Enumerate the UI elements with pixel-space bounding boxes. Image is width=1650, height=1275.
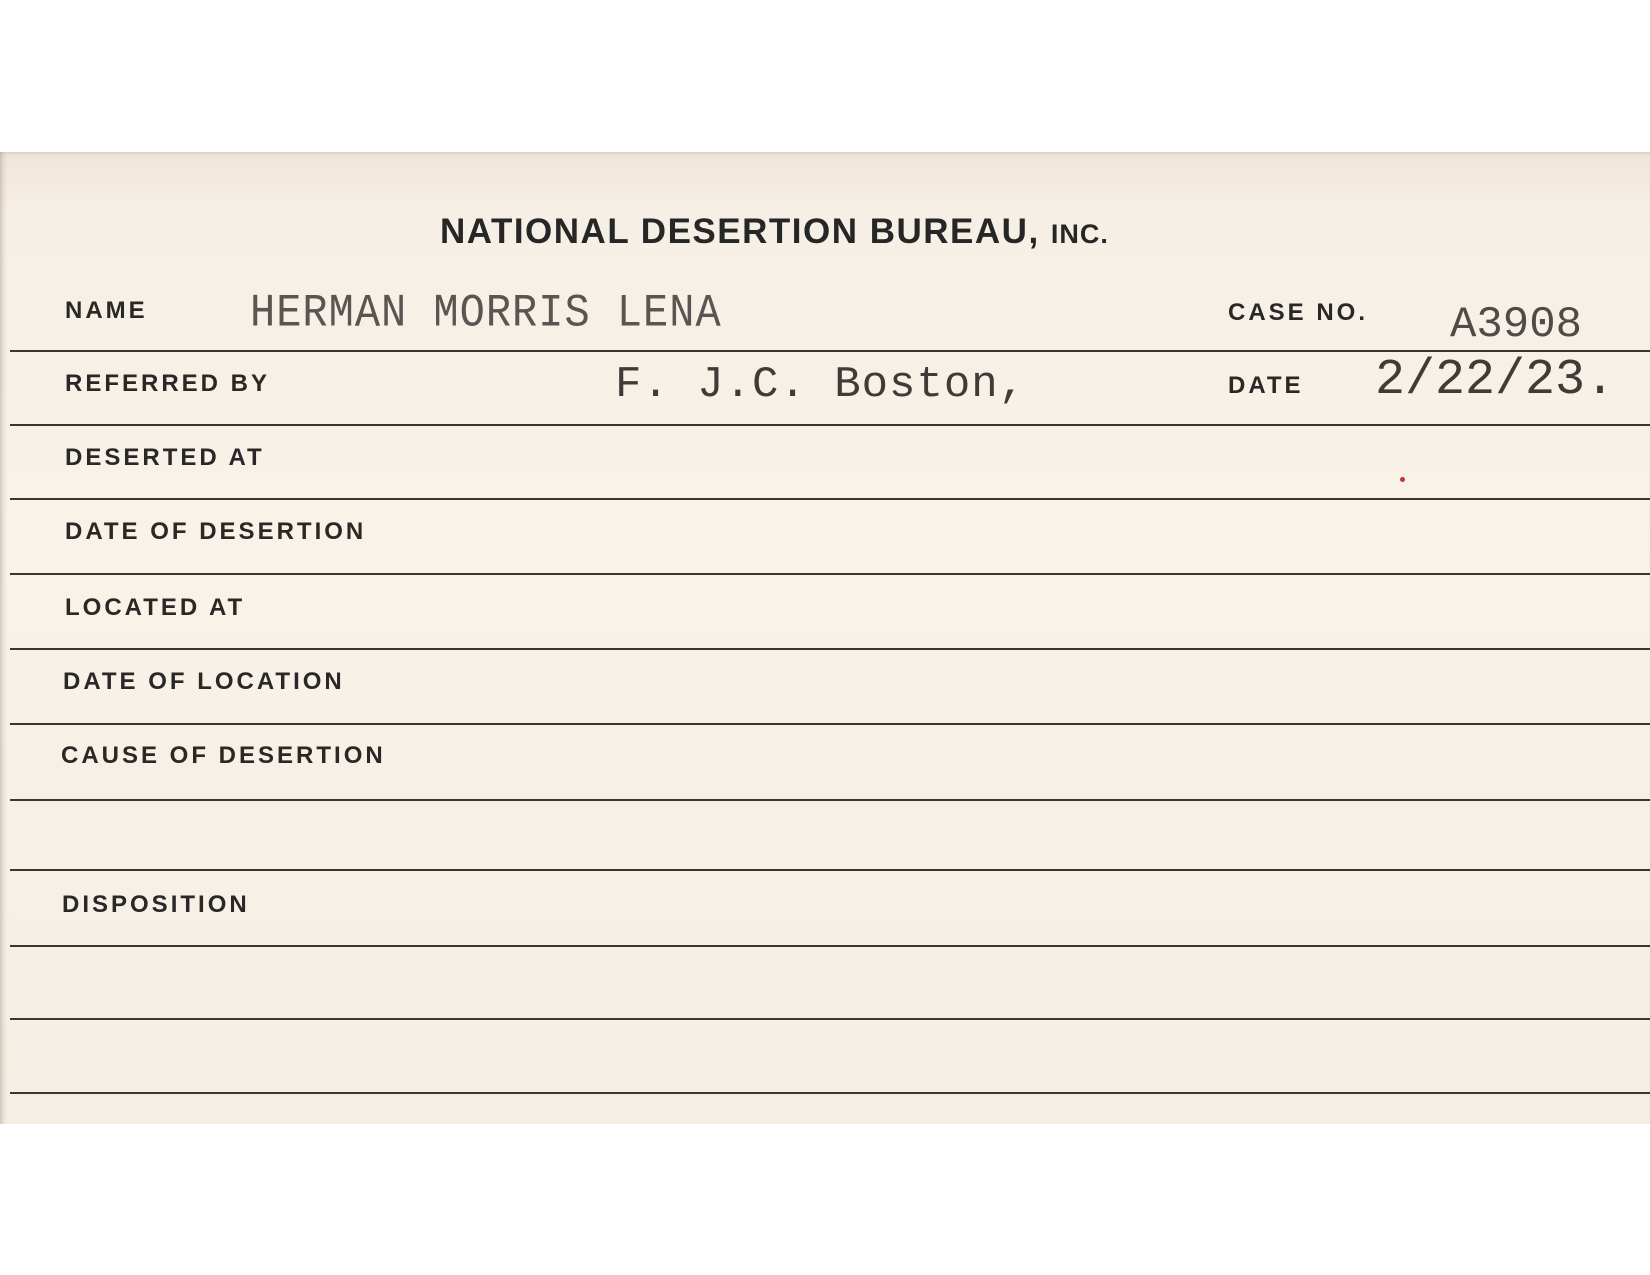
date-of-location-label: DATE OF LOCATION (63, 668, 345, 695)
referred-by-value: F. J.C. Boston, (615, 360, 1027, 410)
located-at-rule (10, 648, 1650, 650)
name-label: NAME (65, 297, 148, 324)
cause-of-desertion-rule (10, 799, 1650, 801)
disposition-label: DISPOSITION (62, 891, 250, 918)
bureau-name: NATIONAL DESERTION BUREAU, (440, 212, 1040, 251)
case-no-label: CASE NO. (1228, 299, 1369, 326)
date-of-location-rule (10, 723, 1650, 725)
case-no-value: A3908 (1450, 300, 1583, 350)
deserted-at-label: DESERTED AT (65, 444, 265, 471)
index-card (0, 152, 1650, 1124)
referred-by-label: REFERRED BY (65, 370, 271, 397)
bureau-suffix: INC. (1050, 219, 1109, 249)
disposition-rule-2 (10, 1018, 1650, 1020)
deserted-at-rule (10, 498, 1650, 500)
referred-by-rule (10, 424, 1650, 426)
disposition-rule-3 (10, 1092, 1650, 1094)
ink-speck (1400, 477, 1405, 482)
date-of-desertion-rule (10, 573, 1650, 575)
located-at-label: LOCATED AT (65, 594, 246, 621)
date-value: 2/22/23. (1375, 352, 1616, 409)
disposition-rule (10, 945, 1650, 947)
date-label: DATE (1228, 372, 1304, 399)
cause-of-desertion-rule-2 (10, 869, 1650, 871)
name-value: HERMAN MORRIS LENA (250, 287, 722, 340)
cause-of-desertion-label: CAUSE OF DESERTION (61, 742, 386, 769)
date-of-desertion-label: DATE OF DESERTION (65, 518, 367, 545)
card-title (440, 212, 1109, 252)
